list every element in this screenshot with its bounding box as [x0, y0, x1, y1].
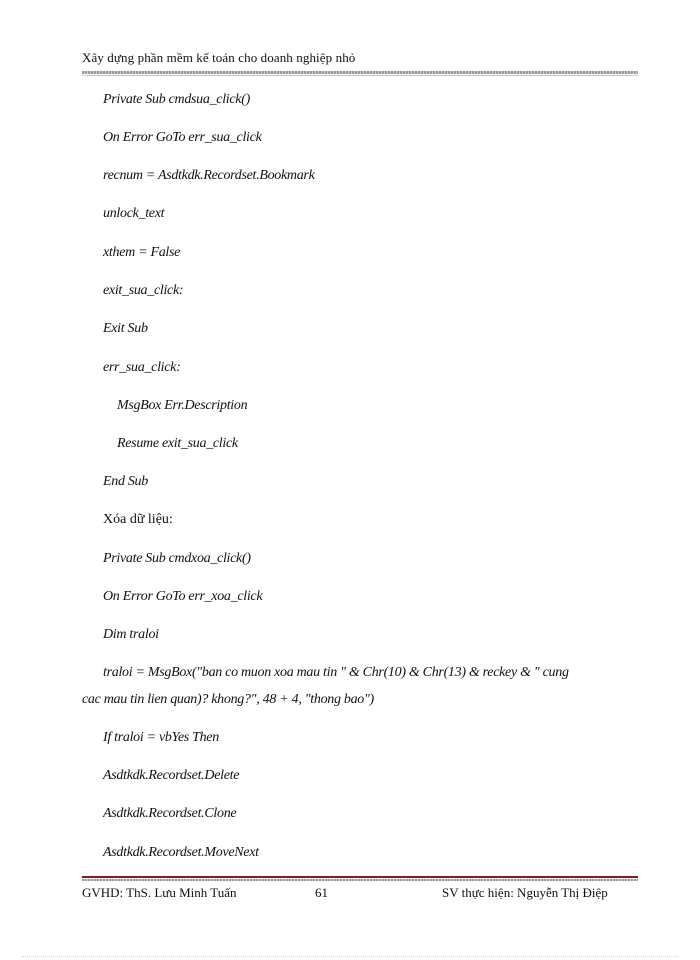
footer-supervisor: GVHD: ThS. Lưu Minh Tuấn: [82, 885, 237, 900]
code-line: End Sub: [103, 474, 148, 489]
footer-student: SV thực hiện: Nguyễn Thị Điệp: [442, 885, 608, 900]
header-rule-thin: [82, 75, 638, 76]
footer-rule-red: [82, 876, 638, 878]
code-line: Asdtkdk.Recordset.Clone: [103, 806, 237, 821]
code-line: Private Sub cmdsua_click(): [103, 92, 250, 107]
code-line: On Error GoTo err_sua_click: [103, 130, 262, 145]
code-line: traloi = MsgBox("ban co muon xoa mau tin " & Chr(10) & Chr(13) & reckey & " cung: [103, 665, 569, 680]
page-edge-divider: [22, 956, 678, 957]
code-line: Dim traloi: [103, 627, 159, 642]
code-line: err_sua_click:: [103, 360, 181, 375]
code-line: Asdtkdk.Recordset.MoveNext: [103, 845, 259, 860]
code-line: Asdtkdk.Recordset.Delete: [103, 768, 240, 783]
code-line: On Error GoTo err_xoa_click: [103, 589, 263, 604]
code-line: MsgBox Err.Description: [117, 398, 248, 413]
code-line: Resume exit_sua_click: [117, 436, 238, 451]
code-line-continuation: cac mau tin lien quan)? khong?", 48 + 4, "thong bao"): [82, 692, 374, 707]
code-line: If traloi = vbYes Then: [103, 730, 219, 745]
header-rule: [82, 71, 638, 74]
code-line: exit_sua_click:: [103, 283, 184, 298]
code-line: xthem = False: [103, 245, 181, 260]
footer-page-number: 61: [315, 885, 328, 900]
code-line: Private Sub cmdxoa_click(): [103, 551, 251, 566]
code-line: recnum = Asdtkdk.Recordset.Bookmark: [103, 168, 315, 183]
section-label: Xóa dữ liệu:: [103, 512, 173, 527]
page-header-title: Xây dựng phần mềm kế toán cho doanh nghiệp nhỏ: [82, 50, 356, 65]
footer-rule-grey: [82, 879, 638, 881]
code-line: Exit Sub: [103, 321, 148, 336]
code-line: unlock_text: [103, 206, 165, 221]
